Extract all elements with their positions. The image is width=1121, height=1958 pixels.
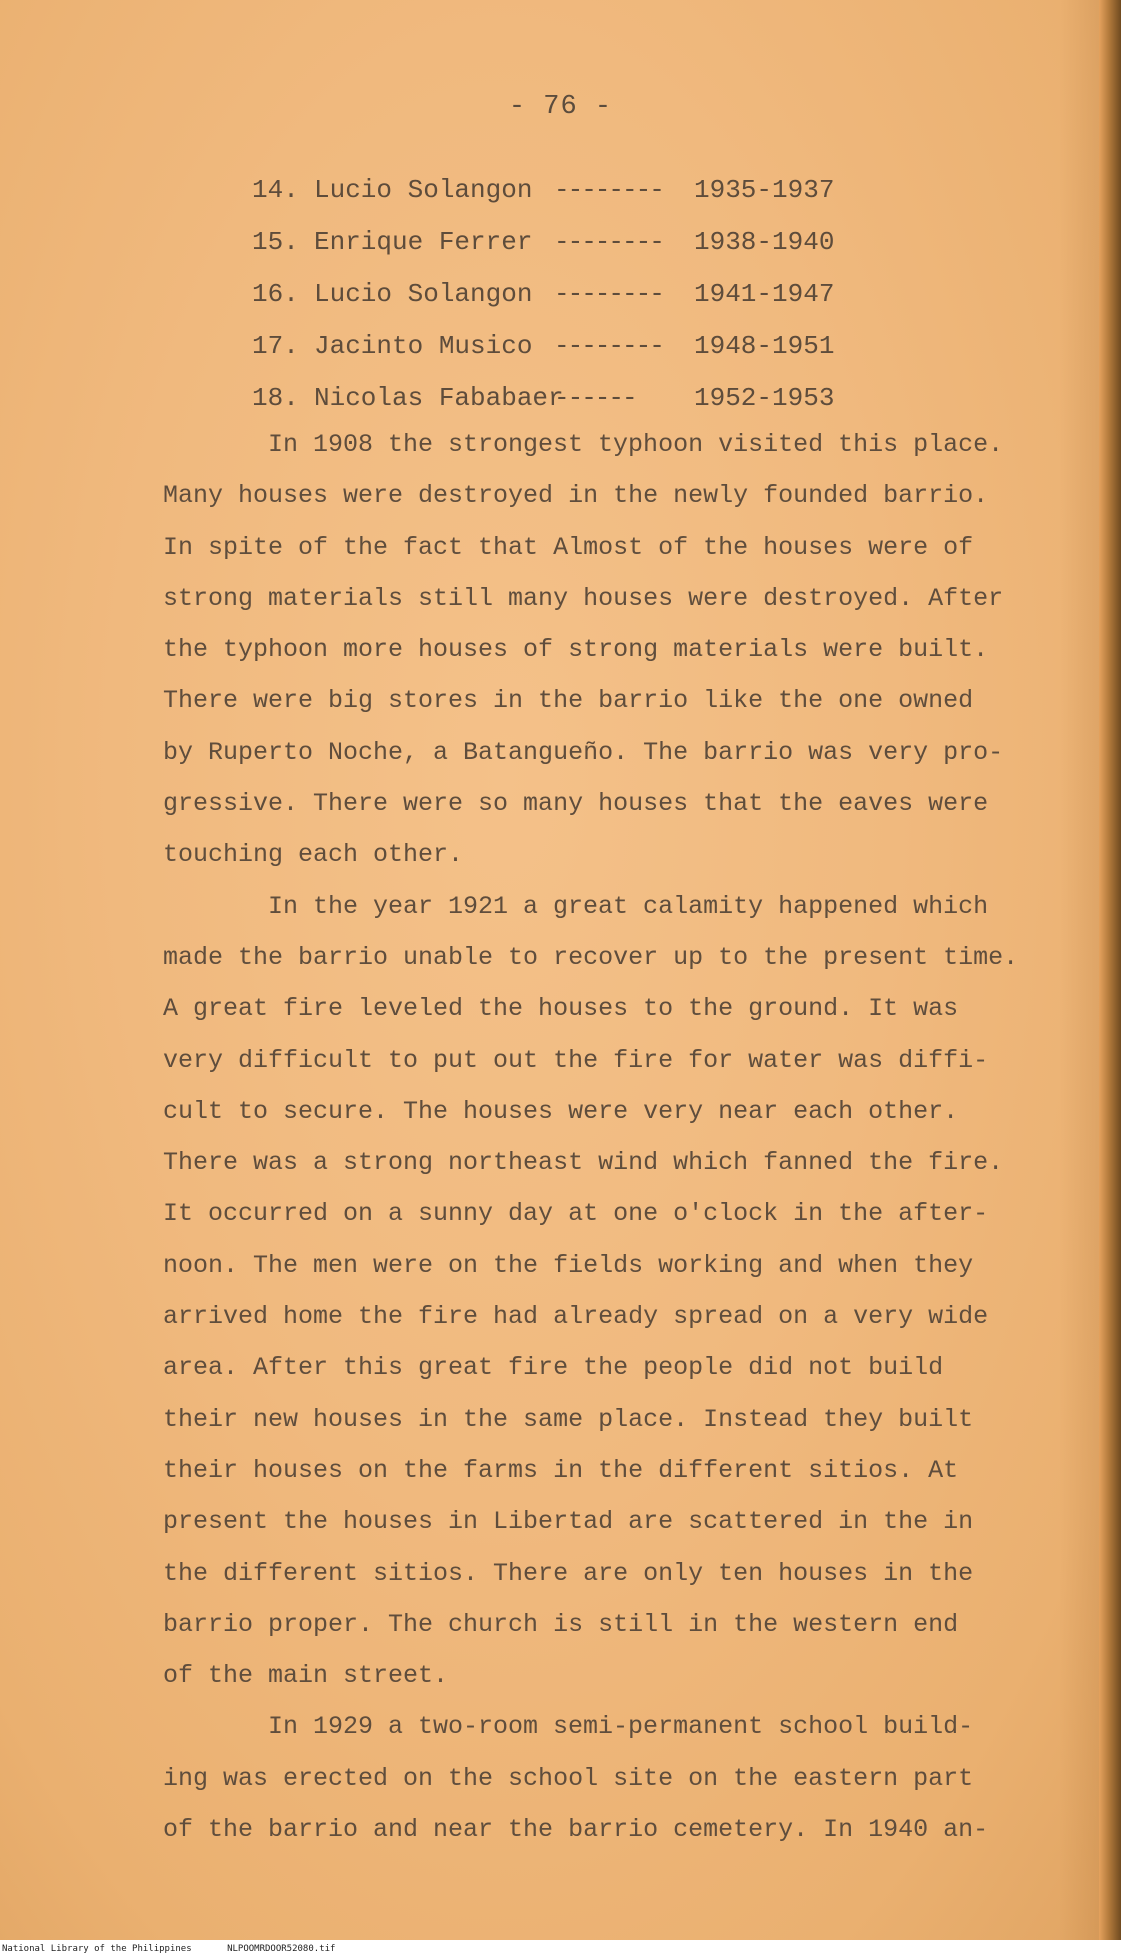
official-name: Jacinto Musico xyxy=(314,331,533,361)
text-line: the typhoon more houses of strong materials were built. xyxy=(163,635,989,665)
text-line: area. After this great fire the people did not build xyxy=(163,1353,944,1383)
official-row xyxy=(252,222,854,274)
scan-file-name: NLPOOMRDOOR52080.tif xyxy=(227,1944,336,1954)
text-line: ing was erected on the school site on the eastern part xyxy=(163,1763,974,1793)
text-line: made the barrio unable to recover up to the present time. xyxy=(163,942,1019,972)
paragraph-fire-1921 xyxy=(163,881,1023,1702)
page-binding-edge xyxy=(1099,0,1121,1940)
official-name: Enrique Ferrer xyxy=(314,227,533,257)
paragraph-typhoon-1908 xyxy=(163,419,1023,881)
text-line: In 1929 a two-room semi-permanent school build- xyxy=(268,1712,974,1742)
official-name: Lucio Solangon xyxy=(314,175,533,205)
text-line: present the houses in Libertad are scattered in the in xyxy=(163,1507,974,1537)
page-number: - 76 - xyxy=(508,92,613,122)
official-years: 1948-1951 xyxy=(694,331,835,361)
official-row xyxy=(252,274,854,326)
officials-list xyxy=(252,170,854,430)
official-number: 17. xyxy=(252,331,299,361)
official-row xyxy=(252,170,854,222)
official-name: Lucio Solangon xyxy=(314,279,533,309)
official-number: 18. xyxy=(252,383,299,413)
text-line: In spite of the fact that Almost of the houses were of xyxy=(163,532,974,562)
text-line: their new houses in the same place. Instead they built xyxy=(163,1404,974,1434)
official-dash-leader: -------- xyxy=(554,331,663,361)
official-years: 1935-1937 xyxy=(694,175,835,205)
text-line: gressive. There were so many houses that the eaves were xyxy=(163,789,989,819)
text-line: arrived home the fire had already spread on a very wide xyxy=(163,1302,989,1332)
text-line: In the year 1921 a great calamity happened which xyxy=(268,891,989,921)
text-line: touching each other. xyxy=(163,840,464,870)
text-line: It occurred on a sunny day at one o'clock in the after- xyxy=(163,1199,989,1229)
official-name: Nicolas Fababaer xyxy=(314,383,564,413)
library-credit: National Library of the Philippines xyxy=(2,1944,192,1954)
text-line: of the main street. xyxy=(163,1661,449,1691)
paragraph-school-1929 xyxy=(163,1701,1023,1855)
scan-footer xyxy=(0,1941,1121,1958)
official-number: 14. xyxy=(252,175,299,205)
official-number: 16. xyxy=(252,279,299,309)
official-dash-leader: -------- xyxy=(554,279,663,309)
official-dash-leader: -------- xyxy=(554,175,663,205)
text-line: noon. The men were on the fields working and when they xyxy=(163,1250,974,1280)
text-line: Many houses were destroyed in the newly founded barrio. xyxy=(163,481,989,511)
official-years: 1941-1947 xyxy=(694,279,835,309)
text-line: In 1908 the strongest typhoon visited this place. xyxy=(268,430,1004,459)
official-number: 15. xyxy=(252,227,299,257)
official-years: 1952-1953 xyxy=(694,383,835,413)
text-line: by Ruperto Noche, a Batangueño. The barrio was very pro- xyxy=(163,737,1004,767)
page-edge-stain xyxy=(1059,0,1099,1940)
text-line: There were big stores in the barrio like the one owned xyxy=(163,686,974,716)
text-line: cult to secure. The houses were very near each other. xyxy=(163,1096,959,1126)
text-line: A great fire leveled the houses to the ground. It was xyxy=(163,994,959,1024)
text-line: their houses on the farms in the different sitios. At xyxy=(163,1455,959,1485)
official-dash-leader: ------ xyxy=(554,383,636,413)
text-line: barrio proper. The church is still in the western end xyxy=(163,1609,959,1639)
text-line: strong materials still many houses were destroyed. After xyxy=(163,583,1004,613)
official-dash-leader: -------- xyxy=(554,227,663,257)
text-line: very difficult to put out the fire for water was diffi- xyxy=(163,1045,989,1075)
text-line: There was a strong northeast wind which fanned the fire. xyxy=(163,1148,1004,1178)
narrative-text xyxy=(163,419,1023,1855)
official-row xyxy=(252,326,854,378)
text-line: the different sitios. There are only ten houses in the xyxy=(163,1558,974,1588)
official-years: 1938-1940 xyxy=(694,227,835,257)
text-line: of the barrio and near the barrio cemetery. In 1940 an- xyxy=(163,1815,989,1845)
